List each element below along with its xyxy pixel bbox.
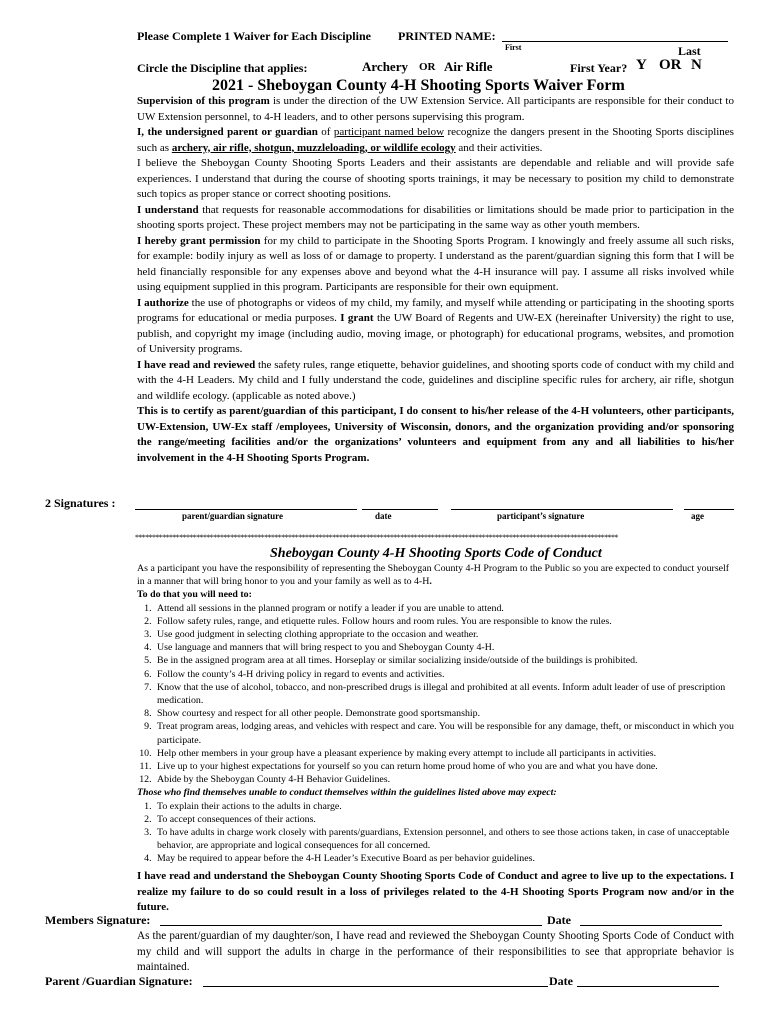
first-name-label: First xyxy=(505,43,522,52)
waiver-permission: I hereby grant permission for my child to participate in the Shooting Sports Program. I knowingly and freely assume all such risks, for example: bodily injury as well as loss of or damage to property. I understand as the parent/guardian signing this form that I will be held financially responsible for any expenses above and beyond what the 4-H insurance will pay. I assume all risks involved while using equipment supplied in this program. Participants are responsible for their own equipment. xyxy=(137,234,734,293)
rule-1: 1. Attend all sessions in the planned program or notify a leader if you are unable to attend. xyxy=(154,602,734,615)
consequences-list xyxy=(137,800,734,866)
discipline-air-rifle[interactable]: Air Rifle xyxy=(444,59,493,74)
expect-heading: Those who find themselves unable to conduct themselves within the guidelines listed above may expect: xyxy=(137,787,557,799)
consequence-4: 4. May be required to appear before the 4-H Leader’s Executive Board as per behavior guidelines. xyxy=(154,852,734,865)
participant-signature-caption: participant’s signature xyxy=(497,511,585,521)
members-date-label: Date xyxy=(547,913,571,927)
rules-list xyxy=(137,602,734,787)
members-signature-label: Members Signature: xyxy=(45,913,151,927)
members-signature-line[interactable] xyxy=(160,913,542,926)
waiver-accommodations: I understand that requests for reasonable accommodations for disabilities or limitations should be made prior to participation in the shooting sports project. These project members may not be participating in the same way as other youth members. xyxy=(137,203,735,231)
circle-discipline-label: Circle the Discipline that applies: xyxy=(137,61,308,75)
printed-name-field[interactable] xyxy=(502,29,728,42)
rule-6: 6. Follow the county’s 4-H driving policy in regard to events and activities. xyxy=(154,668,734,681)
waiver-liability-release: This is to certify as parent/guardian of this participant, I do consent to his/her release of the 4-H volunteers, other participants, UW-Extension, UW-Ex staff /employees, University of Wisconsin, donors, and the organization providing and/or sponsoring the range/meeting facilities and/or the organizations’ volunteers and equipment from any and all liabilities to his/her involvement in the 4-H Shooting Sports Program. xyxy=(137,405,734,464)
parent-guardian-date-line[interactable] xyxy=(577,974,719,987)
members-date-line[interactable] xyxy=(580,913,722,926)
rule-3: 3. Use good judgment in selecting clothing appropriate to the occasion and weather. xyxy=(154,628,734,641)
date-caption: date xyxy=(375,511,392,521)
participant-signature-line[interactable] xyxy=(451,497,673,510)
age-line[interactable] xyxy=(684,497,734,510)
rule-5: 5. Be in the assigned program area at all times. Horseplay or similar socializing inside/outside of the buildings is prohibited. xyxy=(154,654,734,667)
rule-7: 7. Know that the use of alcohol, tobacco, and non-prescribed drugs is illegal and prohibited at all events. Inform adult leader of use of prescription medication. xyxy=(154,681,734,707)
first-year-no[interactable]: N xyxy=(691,57,702,73)
age-caption: age xyxy=(691,511,704,521)
parent-statement: As the parent/guardian of my daughter/son, I have read and reviewed the Sheboygan County Shooting Sports Code of Conduct with my child and will support the adults in charge in the performance of their responsibilities to see that appropriate behavior is maintained. xyxy=(137,930,734,973)
parent-date-line[interactable] xyxy=(362,497,438,510)
first-year-yes[interactable]: Y xyxy=(636,57,647,73)
rule-11: 11. Live up to your highest expectations for yourself so you can return home proud home of who you are and what you have done. xyxy=(154,760,734,773)
separator-line: ********************************************************************************************************************************************** xyxy=(135,533,618,542)
rule-10: 10. Help other members in your group have a pleasant experience by making every attempt to include all participants in activities. xyxy=(154,747,734,760)
last-name-label: Last xyxy=(678,44,701,58)
code-agreement: I have read and understand the Sheboygan County Shooting Sports Code of Conduct and agree to live up to the expectations. I realize my failure to do so could result in a loss of privileges related to the 4-H Shooting Sports Program now and/or in the future. xyxy=(137,870,734,913)
parent-signature-label: Parent /Guardian Signature: xyxy=(45,974,193,988)
printed-name-label: PRINTED NAME: xyxy=(398,29,496,43)
parent-signature-caption: parent/guardian signature xyxy=(182,511,283,521)
signatures-label: 2 Signatures : xyxy=(45,496,116,510)
rule-9: 9. Treat program areas, lodging areas, and vehicles with respect and care. You will be responsible for any damage, theft, or misconduct in which you participate. xyxy=(154,720,734,746)
discipline-or: OR xyxy=(419,61,436,73)
discipline-archery[interactable]: Archery xyxy=(362,59,408,74)
first-year-or: OR xyxy=(659,57,682,73)
form-title: 2021 - Sheboygan County 4-H Shooting Sports Waiver Form xyxy=(212,77,625,94)
rule-2: 2. Follow safety rules, range, and etiquette rules. Follow hours and room rules. You are responsible to know the rules. xyxy=(154,615,734,628)
consequence-2: 2. To accept consequences of their actions. xyxy=(154,813,734,826)
waiver-supervision: Supervision of this program is under the direction of the UW Extension Service. All participants are responsible for their conduct to UW Extension personnel, to 4-H leaders, and to other persons supervising this program. xyxy=(137,95,734,123)
need-heading: To do that you will need to: xyxy=(137,589,252,601)
waiver-media-release: I authorize the use of photographs or videos of my child, my family, and myself while attending or participating in the shooting sports programs for educational or media purposes. I grant the UW Board of Regents and UW-EX (hereinafter University) the right to use, publish, and copyright my image (including audio, moving image, or photograph) for educational programs, websites, and promotion of University programs. xyxy=(137,296,735,355)
waiver-reviewed: I have read and reviewed the safety rules, range etiquette, behavior guidelines, and shooting sports code of conduct with my child and with the 4-H Leaders. My child and I fully understand the code, guidelines and discipline specific rules for archery, air rifle, shotgun and wildlife ecology. (applicable as noted above.) xyxy=(137,358,734,402)
first-year-label: First Year? xyxy=(570,61,628,75)
code-intro: As a participant you have the responsibility of representing the Sheboygan County 4-H Program to the Public so you are expected to conduct yourself in a manner that will bring honor to you and your family as well as to 4-H. xyxy=(137,563,730,588)
consequence-1: 1. To explain their actions to the adults in charge. xyxy=(154,800,734,813)
complete-note: Please Complete 1 Waiver for Each Discipline xyxy=(137,29,371,43)
parent-date-label: Date xyxy=(549,974,573,988)
consequence-3: 3. To have adults in charge work closely with parents/guardians, Extension personnel, and others to see those actions taken, in case of unacceptable behavior, are appropriate and logical consequences for all concerned. xyxy=(154,826,734,852)
parent-signature-line[interactable] xyxy=(135,497,357,510)
rule-12: 12. Abide by the Sheboygan County 4-H Behavior Guidelines. xyxy=(154,773,734,786)
waiver-guardian: I, the undersigned parent or guardian of participant named below recognize the dangers present in the Shooting Sports disciplines such as archery, air rifle, shotgun, muzzleloading, or wildlife ecology and their activities. xyxy=(137,126,734,154)
rule-4: 4. Use language and manners that will bring respect to you and Sheboygan County 4-H. xyxy=(154,641,734,654)
rule-8: 8. Show courtesy and respect for all other people. Demonstrate good sportsmanship. xyxy=(154,707,734,720)
code-title: Sheboygan County 4-H Shooting Sports Code of Conduct xyxy=(270,546,602,561)
waiver-belief: I believe the Sheboygan County Shooting Sports Leaders and their assistants are dependable and reliable and will provide safe experiences. I understand that during the course of shooting sports trainings, it may be necessary to position my child to demonstrate such topics as proper stance or correct shooting positions. xyxy=(137,157,734,200)
code-body xyxy=(137,562,734,866)
waiver-text xyxy=(137,94,734,466)
parent-guardian-signature-line[interactable] xyxy=(203,974,548,987)
